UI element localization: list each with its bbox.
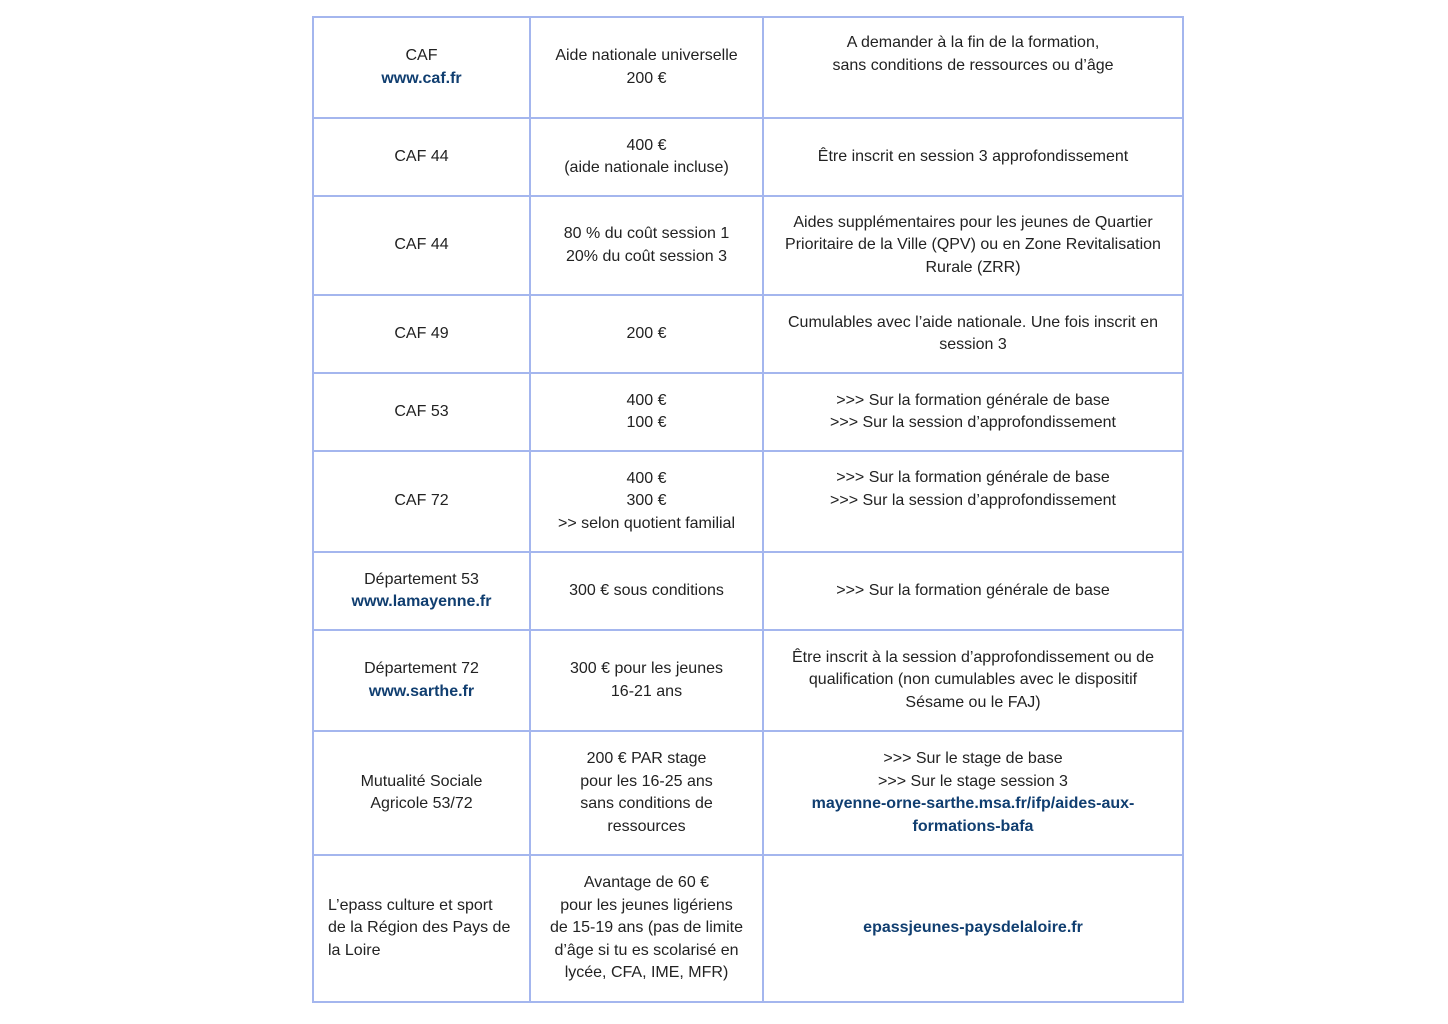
montant-cell	[530, 552, 763, 630]
conditions-text: A demander à la fin de la formation,	[846, 34, 1100, 51]
conditions-text: >>> Sur la formation générale de base	[836, 469, 1110, 486]
aides-table	[312, 16, 1184, 1003]
table-row	[313, 373, 1183, 451]
montant-text: de 15-19 ans (pas de limite	[550, 919, 743, 937]
montant-text: pour les jeunes ligériens	[560, 896, 733, 914]
conditions-cell	[763, 855, 1183, 1002]
conditions-cell	[763, 731, 1183, 855]
montant-text: sans conditions de	[580, 795, 713, 812]
msa-link[interactable]: formations-bafa	[912, 817, 1034, 835]
montant-text: Aide nationale universelle	[555, 47, 738, 64]
table-row	[313, 17, 1183, 118]
montant-text: 300 € sous conditions	[569, 581, 724, 599]
montant-cell	[530, 17, 763, 118]
conditions-text: sans conditions de ressources ou d’âge	[832, 56, 1114, 74]
montant-cell	[530, 731, 763, 855]
organisme-cell	[313, 630, 530, 731]
montant-text: 16-21 ans	[610, 682, 683, 700]
organisme-cell	[313, 855, 530, 1002]
organisme-text: CAF 49	[394, 324, 449, 342]
montant-text: 200 €	[626, 324, 667, 342]
montant-text: 20% du coût session 3	[566, 247, 727, 265]
organisme-link[interactable]: www.lamayenne.fr	[351, 593, 492, 610]
montant-cell	[530, 118, 763, 196]
conditions-cell	[763, 451, 1183, 552]
montant-text: Avantage de 60 €	[583, 874, 710, 892]
conditions-text: Rurale (ZRR)	[925, 258, 1021, 276]
montant-cell	[530, 630, 763, 731]
organisme-text: CAF 44	[394, 236, 449, 254]
montant-cell	[530, 373, 763, 451]
montant-text: 100 €	[626, 414, 667, 431]
montant-cell	[530, 196, 763, 295]
table-row	[313, 196, 1183, 295]
organisme-text: Département 72	[364, 660, 479, 677]
conditions-text: >>> Sur la session d’approfondissement	[830, 414, 1116, 431]
organisme-text: CAF 53	[394, 402, 449, 420]
organisme-cell	[313, 552, 530, 630]
montant-text: 80 % du coût session 1	[563, 225, 730, 242]
organisme-text: CAF 72	[394, 492, 449, 510]
conditions-cell	[763, 17, 1183, 118]
montant-text: >> selon quotient familial	[558, 514, 735, 532]
conditions-text: Aides supplémentaires pour les jeunes de Quartier	[793, 213, 1153, 231]
table-row	[313, 451, 1183, 552]
organisme-text: la Loire	[328, 941, 381, 959]
conditions-text: Être inscrit en session 3 approfondissement	[817, 147, 1129, 165]
table-row	[313, 552, 1183, 630]
table-row	[313, 855, 1183, 1002]
montant-text: 400 €	[626, 136, 667, 154]
organisme-cell	[313, 196, 530, 295]
table-row	[313, 731, 1183, 855]
conditions-text: >>> Sur le stage session 3	[878, 772, 1068, 790]
conditions-cell	[763, 118, 1183, 196]
organisme-link[interactable]: www.sarthe.fr	[368, 682, 475, 700]
conditions-text: Être inscrit à la session d’approfondissement ou de	[792, 648, 1154, 666]
organisme-text: de la Région des Pays de	[328, 919, 511, 937]
conditions-cell	[763, 552, 1183, 630]
epass-link[interactable]: epassjeunes-paysdelaloire.fr	[863, 919, 1083, 937]
organisme-cell	[313, 731, 530, 855]
organisme-cell	[313, 451, 530, 552]
montant-text: 300 €	[626, 492, 667, 510]
conditions-text: Cumulables avec l’aide nationale. Une fois inscrit en	[788, 313, 1158, 331]
montant-text: lycée, CFA, IME, MFR)	[564, 964, 729, 982]
table-row	[313, 630, 1183, 731]
montant-text: 200 € PAR stage	[586, 750, 707, 767]
montant-text: 300 € pour les jeunes	[570, 660, 723, 677]
organisme-cell	[313, 118, 530, 196]
table-row	[313, 295, 1183, 373]
organisme-text: L’epass culture et sport	[328, 896, 493, 914]
montant-text: (aide nationale incluse)	[564, 159, 729, 176]
conditions-cell	[763, 630, 1183, 731]
organisme-text: Département 53	[364, 570, 479, 588]
montant-cell	[530, 855, 763, 1002]
montant-text: 200 €	[626, 69, 667, 87]
conditions-text: >>> Sur la formation générale de base	[836, 391, 1110, 409]
conditions-text: >>> Sur le stage de base	[883, 750, 1063, 767]
conditions-text: Sésame ou le FAJ)	[905, 693, 1041, 711]
montant-text: 400 €	[626, 391, 667, 409]
organisme-link[interactable]: www.caf.fr	[381, 69, 462, 87]
organisme-text: CAF	[405, 47, 438, 64]
conditions-text: >>> Sur la session d’approfondissement	[830, 491, 1116, 509]
conditions-cell	[763, 196, 1183, 295]
organisme-text: CAF 44	[394, 147, 449, 165]
montant-text: ressources	[607, 817, 686, 835]
conditions-cell	[763, 373, 1183, 451]
conditions-text: qualification (non cumulables avec le dispositif	[808, 671, 1138, 689]
organisme-cell	[313, 17, 530, 118]
organisme-cell	[313, 373, 530, 451]
montant-text: d’âge si tu es scolarisé en	[554, 941, 739, 959]
montant-cell	[530, 451, 763, 552]
conditions-text: Prioritaire de la Ville (QPV) ou en Zone Revitalisation	[785, 236, 1161, 254]
conditions-text: session 3	[939, 336, 1007, 353]
organisme-cell	[313, 295, 530, 373]
organisme-text: Agricole 53/72	[370, 795, 473, 812]
montant-text: pour les 16-25 ans	[580, 772, 713, 790]
conditions-cell	[763, 295, 1183, 373]
conditions-text: >>> Sur la formation générale de base	[836, 581, 1110, 599]
montant-cell	[530, 295, 763, 373]
msa-link[interactable]: mayenne-orne-sarthe.msa.fr/ifp/aides-aux-	[811, 795, 1135, 812]
montant-text: 400 €	[626, 469, 667, 487]
table-row	[313, 118, 1183, 196]
organisme-text: Mutualité Sociale	[360, 772, 483, 790]
